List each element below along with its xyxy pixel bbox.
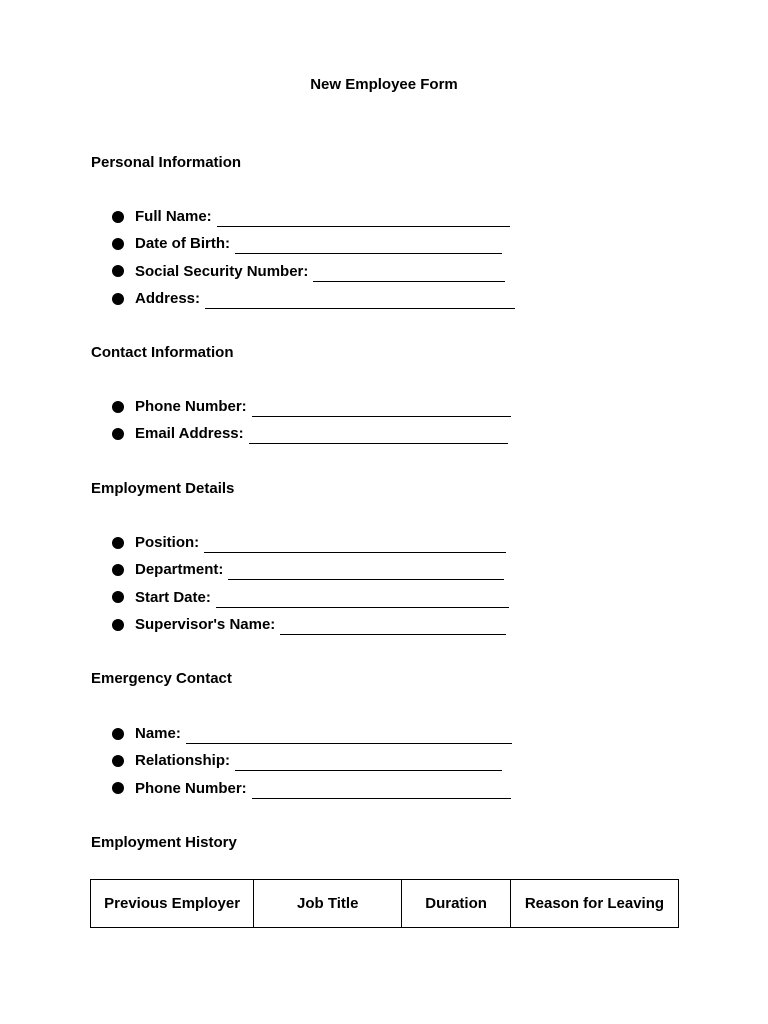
column-header-previous-employer: Previous Employer [91, 880, 254, 928]
email-address-blank[interactable] [249, 427, 508, 444]
form-title: New Employee Form [310, 76, 458, 93]
contact-field-list [112, 393, 511, 448]
field-label: Name: [135, 725, 181, 742]
field-address [112, 285, 515, 312]
field-label: Phone Number: [135, 779, 247, 797]
field-label: Full Name: [135, 208, 212, 225]
column-header-job-title: Job Title [254, 880, 402, 928]
address-blank[interactable] [205, 292, 515, 309]
date-of-birth-blank[interactable] [235, 237, 502, 254]
bullet-icon [112, 728, 124, 740]
field-full-name [112, 203, 515, 230]
field-label: Start Date: [135, 588, 211, 606]
bullet-icon [112, 782, 124, 794]
table-header-row [91, 880, 679, 928]
field-date-of-birth [112, 230, 515, 257]
bullet-icon [112, 755, 124, 767]
field-department [112, 556, 509, 583]
emergency-field-list [112, 720, 512, 802]
bullet-icon [112, 401, 124, 413]
employment-history-table [90, 879, 679, 928]
bullet-icon [112, 428, 124, 440]
field-supervisor-name [112, 611, 509, 638]
position-blank[interactable] [204, 536, 506, 553]
bullet-icon [112, 564, 124, 576]
field-emergency-name [112, 720, 512, 747]
bullet-icon [112, 211, 124, 223]
field-start-date [112, 584, 509, 611]
field-label: Email Address: [135, 425, 244, 443]
section-heading-history: Employment History [91, 834, 237, 851]
bullet-icon [112, 537, 124, 549]
field-email-address [112, 420, 511, 447]
bullet-icon [112, 293, 124, 305]
ssn-blank[interactable] [313, 265, 505, 282]
field-label: Supervisor's Name: [135, 615, 276, 633]
field-relationship [112, 747, 512, 774]
personal-field-list [112, 203, 515, 312]
start-date-blank[interactable] [216, 591, 509, 608]
supervisor-name-blank[interactable] [280, 618, 506, 635]
bullet-icon [112, 265, 124, 277]
column-header-reason-for-leaving: Reason for Leaving [510, 880, 678, 928]
column-header-duration: Duration [402, 880, 511, 928]
phone-number-blank[interactable] [252, 400, 511, 417]
field-position [112, 529, 509, 556]
field-label: Date of Birth: [135, 235, 230, 253]
emergency-phone-blank[interactable] [252, 782, 511, 799]
bullet-icon [112, 591, 124, 603]
field-ssn [112, 258, 515, 285]
field-label: Position: [135, 534, 200, 551]
field-label: Address: [135, 289, 201, 307]
field-label: Department: [135, 561, 224, 579]
section-heading-employment: Employment Details [91, 480, 235, 497]
field-label: Phone Number: [135, 398, 247, 415]
department-blank[interactable] [228, 563, 504, 580]
bullet-icon [112, 619, 124, 631]
field-label: Relationship: [135, 752, 231, 770]
section-heading-personal: Personal Information [91, 154, 242, 171]
relationship-blank[interactable] [235, 754, 502, 771]
employment-field-list [112, 529, 509, 638]
field-phone-number [112, 393, 511, 420]
bullet-icon [112, 238, 124, 250]
section-heading-emergency: Emergency Contact [91, 670, 232, 687]
section-heading-contact: Contact Information [91, 344, 234, 361]
emergency-name-blank[interactable] [186, 727, 512, 744]
full-name-blank[interactable] [217, 210, 510, 227]
field-emergency-phone [112, 775, 512, 802]
field-label: Social Security Number: [135, 262, 309, 280]
